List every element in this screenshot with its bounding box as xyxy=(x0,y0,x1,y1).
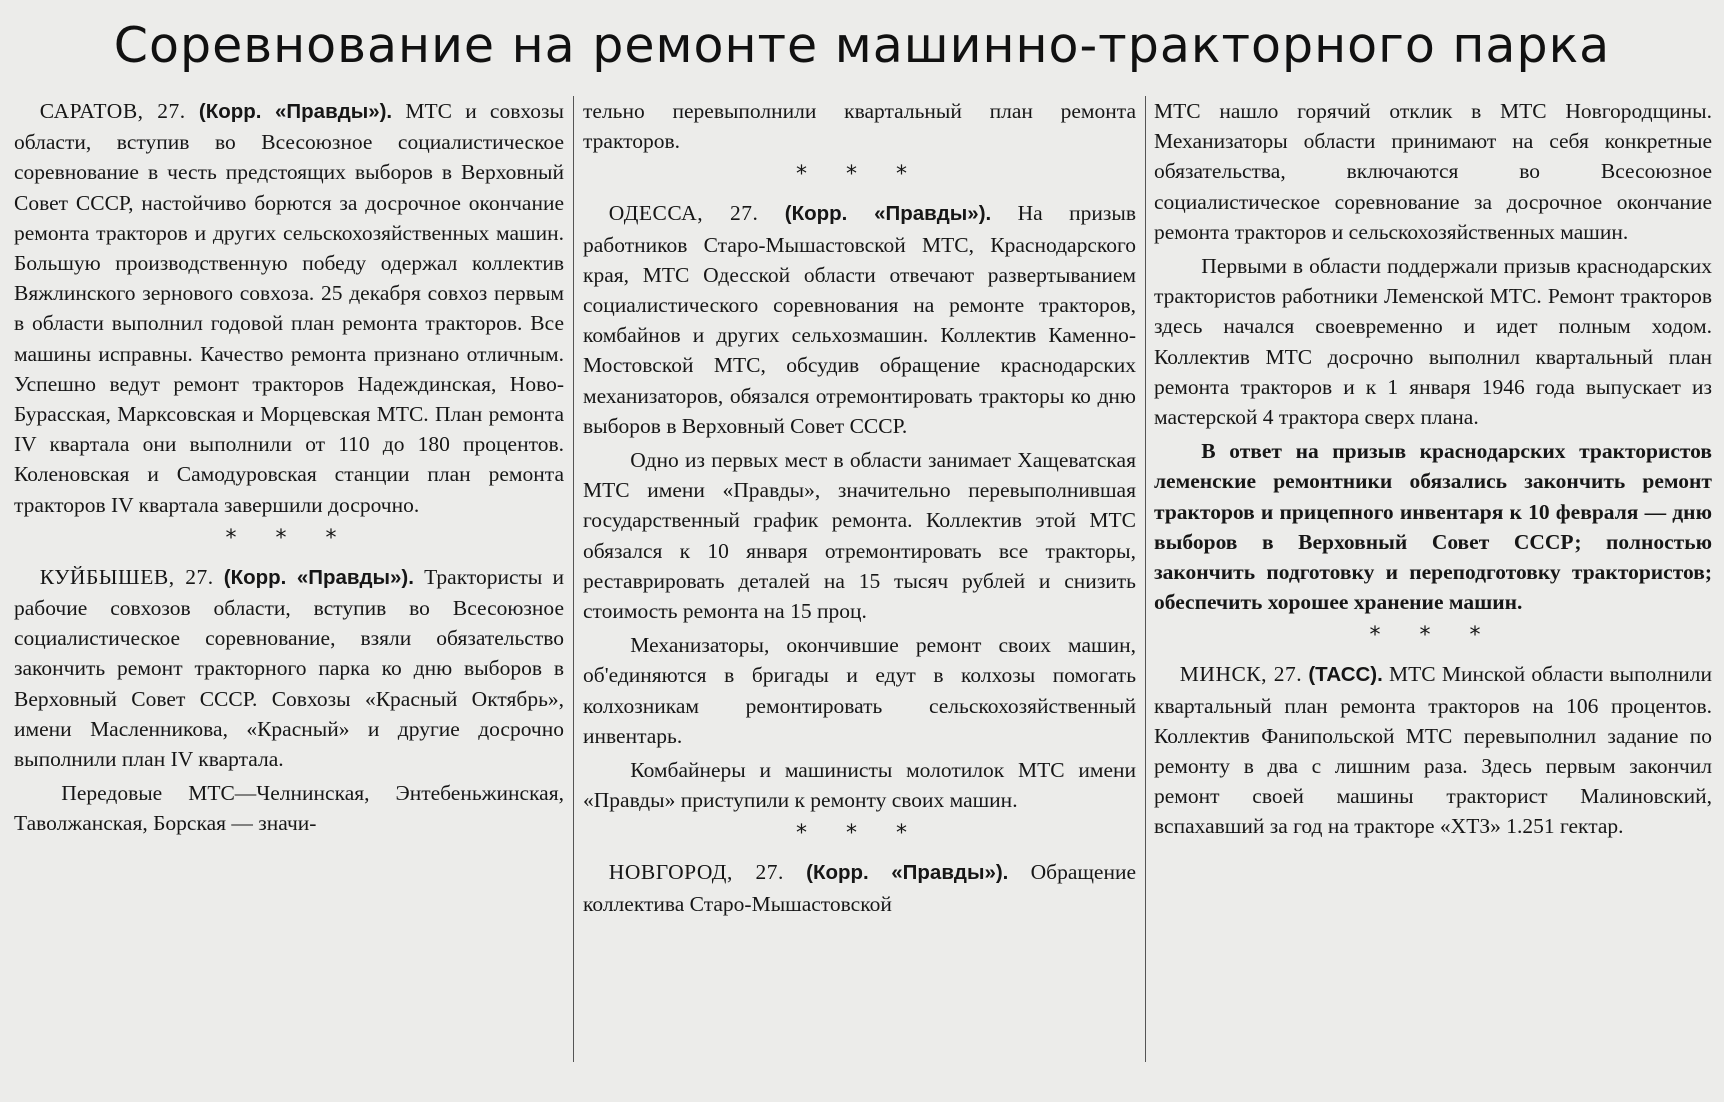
article-paragraph: Механизаторы, окончившие ремонт своих машин, об'единяются в бригады и едут в колхозы помогать колхозникам ремонтировать сельскохозяйственный инвентарь. xyxy=(583,633,1136,748)
column-3 xyxy=(1154,96,1712,1088)
article-paragraph: Одно из первых мест в области занимает Хащеватская МТС имени «Правды», значительно перевыполнившая государственный график ремонта. Коллектив этой МТС обязался к 10 января отремонтировать все тракторы, реставрировать деталей на 15 тысяч рублей и снизить стоимость ремонта на 15 проц. xyxy=(583,448,1136,624)
dateline-city: КУЙБЫШЕВ, 27. xyxy=(39,564,214,589)
article-odessa xyxy=(583,198,1136,441)
article-novgorod xyxy=(583,857,1136,918)
section-separator: * * * xyxy=(1369,623,1497,649)
dateline-city: САРАТОВ, 27. xyxy=(39,99,186,123)
article-minsk xyxy=(1154,659,1712,841)
headline: Соревнование на ремонте машинно-тракторного парка xyxy=(113,17,1611,74)
dateline-source: (ТАСС). xyxy=(1308,663,1383,687)
article-paragraph: Комбайнеры и машинисты молотилок МТС имени «Правды» приступили к ремонту своих машин. xyxy=(583,758,1136,813)
dateline-source: (Корр. «Правды»). xyxy=(223,565,414,589)
article-paragraph: Передовые МТС—Челнинская, Энтебеньжинская, Таволжанская, Борская — значи- xyxy=(14,781,564,836)
article-saratov xyxy=(14,96,564,520)
article-text: МТС Минской области выполнили квартальный план ремонта тракторов на 106 процентов. Коллектив Фанипольской МТС перевыполнил задание по ремонту в два с лишним раза. Здесь первым закончил ремонт своей машины тракторист Малиновский, вспахавший за год на тракторе «ХТЗ» 1.251 гектар. xyxy=(1154,662,1712,839)
column-divider xyxy=(1145,96,1146,1062)
dateline-source: (Корр. «Правды»). xyxy=(198,100,393,123)
column-1 xyxy=(14,96,564,1088)
section-separator: * * * xyxy=(225,525,353,551)
article-text: МТС и совхозы области, вступив во Всесоюзное социалистическое соревнование в честь предстоящих выборов в Верховный Совет СССР, настойчиво борются за досрочное окончание ремонта тракторов и других сельскохозяйственных машин. Большую производственную победу одержал коллектив Вяжлинского зернового совхоза. 25 декабря совхоз первым в области выполнил годовой план ремонта тракторов. Все машины исправны. Качество ремонта признано отличным. Успешно ведут ремонт тракторов Надеждинская, Ново-Бурасская, Марксовская и Морцевская МТС. План ремонта IV квартала они выполнили от 110 до 180 процентов. Коленовская и Самодуровская станции план ремонта тракторов IV квартала завершили досрочно. xyxy=(14,99,564,517)
article-text: Обращение коллектива Старо-Мышастовской xyxy=(583,860,1136,916)
dateline-city: ОДЕССА, 27. xyxy=(608,201,759,226)
dateline-city: МИНСК, 27. xyxy=(1179,662,1303,687)
article-kuibyshev xyxy=(14,562,564,774)
article-continuation: тельно перевыполнили квартальный план ремонта тракторов. xyxy=(583,99,1136,154)
article-text: На призыв работников Старо-Мышастовской МТС, Краснодарского края, МТС Одесской области отвечают развертыванием социалистического соревнования на ремонте тракторов, комбайнов и других сельхозмашин. Коллектив Каменно-Мостовской МТС, обсудив обращение краснодарских механизаторов, обязался отремонтировать тракторы ко дню выборов в Верховный Совет СССР. xyxy=(583,201,1136,438)
dateline-city: НОВГОРОД, 27. xyxy=(608,860,784,885)
column-2 xyxy=(583,96,1136,1088)
dateline-source: (Корр. «Правды»). xyxy=(806,861,1009,885)
article-continuation: МТС нашло горячий отклик в МТС Новгородщины. Механизаторы области принимают на себя конкретные обязательства, включаются во Всесоюзное социалистическое соревнование за досрочное окончание ремонта тракторов и сельскохозяйственных машин. xyxy=(1154,99,1712,244)
section-separator: * * * xyxy=(796,162,923,188)
column-divider xyxy=(573,96,574,1062)
dateline-source: (Корр. «Правды»). xyxy=(784,202,992,226)
article-paragraph: В ответ на призыв краснодарских трактористов леменские ремонтники обязались закончить ремонт тракторов и прицепного инвентаря к 10 февраля — дню выборов в Верховный Совет СССР; полностью закончить подготовку и переподготовку трактористов; обеспечить хорошее хранение машин. xyxy=(1154,439,1712,615)
article-text: Трактористы и рабочие совхозов области, вступив во Всесоюзное социалистическое соревнование, взяли обязательство закончить ремонт тракторного парка ко дню выборов в Верховный Совет СССР. Совхозы «Красный Октябрь», имени Масленникова, «Красный» и другие досрочно выполнили план IV квартала. xyxy=(14,564,564,772)
section-separator: * * * xyxy=(796,821,923,847)
article-paragraph: Первыми в области поддержали призыв краснодарских трактористов работники Леменской МТС. Ремонт тракторов здесь начался своевременно и идет полным ходом. Коллектив МТС досрочно выполнил квартальный план ремонта тракторов и к 1 января 1946 года выпускает из мастерской 4 трактора сверх плана. xyxy=(1154,254,1712,430)
